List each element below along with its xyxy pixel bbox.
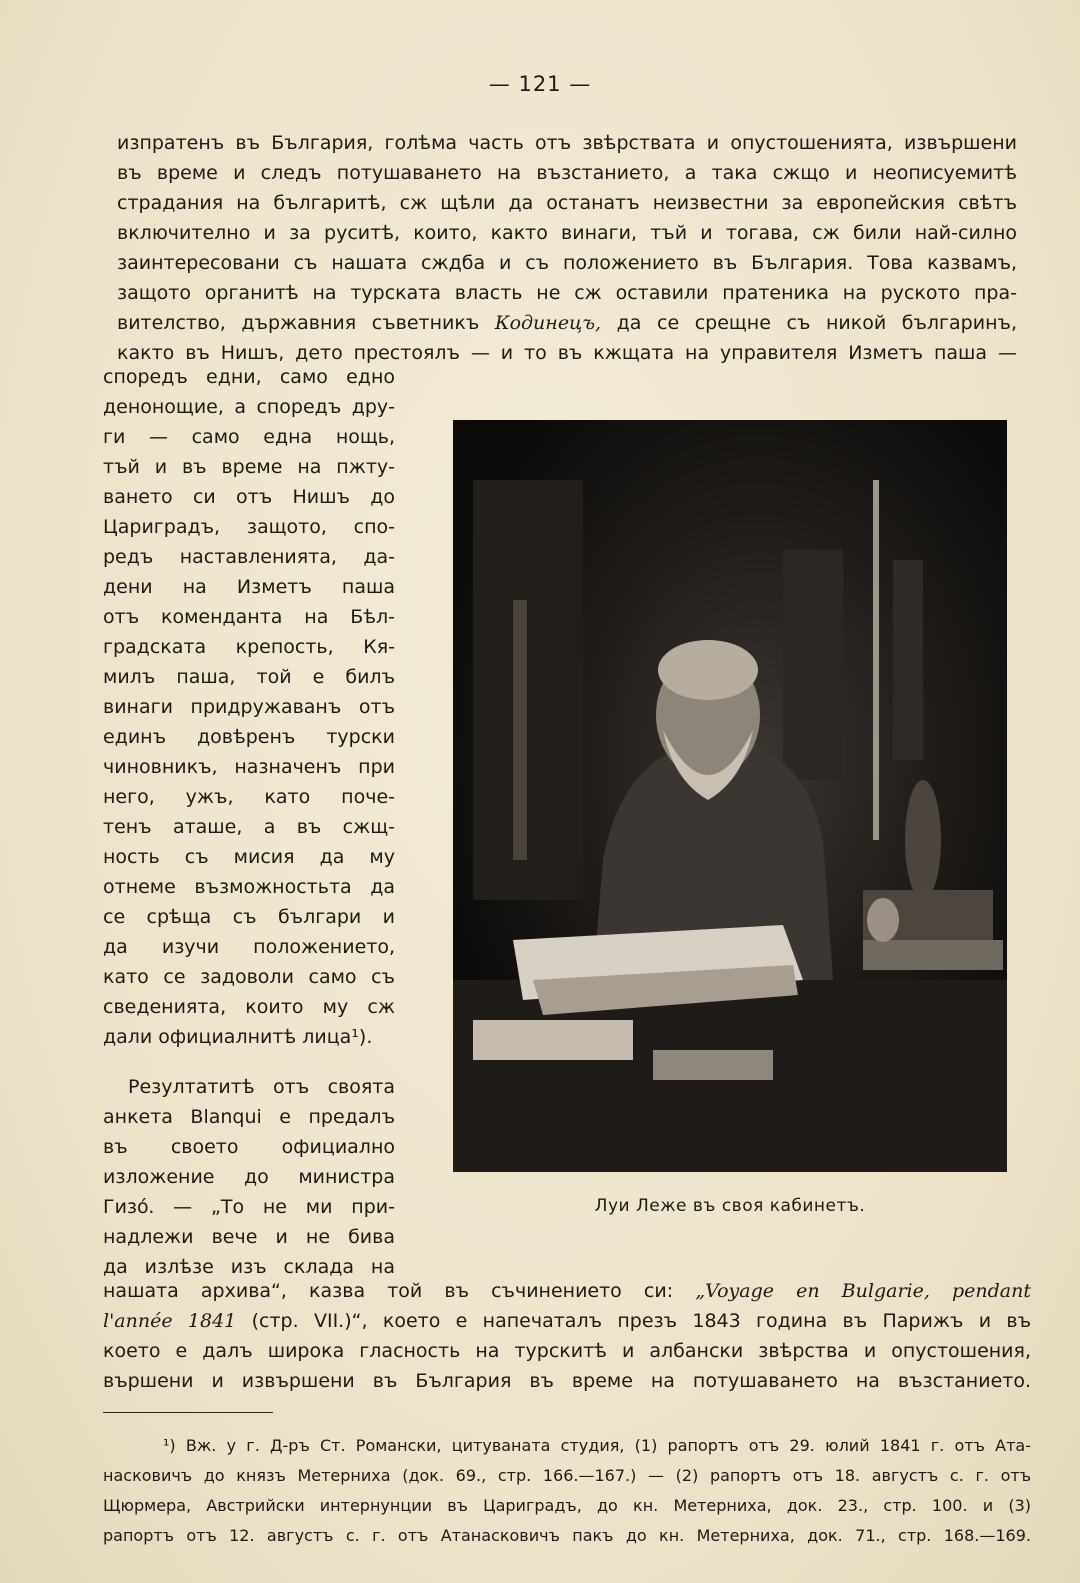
column-line: милъ паша, той е билъ xyxy=(103,666,395,688)
column-line: дени на Изметъ паша xyxy=(103,576,395,598)
column-line: отнеме възможностьта да xyxy=(103,876,395,898)
footnote-line: ¹) Вж. у г. Д-ръ Ст. Романски, цитуваната студия, (1) рапортъ отъ 29. юлий 1841 г. отъ Ата- xyxy=(163,1436,1031,1455)
column-line: винаги придружаванъ отъ xyxy=(103,696,395,718)
body-line: вършени и извършени въ България въ време на потушаването на възстанието. xyxy=(103,1370,1031,1392)
body-line: което е далъ широка гласность на турскитѣ и албански звѣрства и опустошения, xyxy=(103,1340,1031,1362)
body-line: въ време и следъ потушаването на възстанието, а така сжщо и неописуемитѣ xyxy=(117,162,1017,184)
body-line: изпратенъ въ България, голѣма часть отъ звѣрствата и опустошенията, извършени xyxy=(117,132,1017,154)
body-line: страдания на българитѣ, сж щѣли да останатъ неизвестни за европейския свѣтъ xyxy=(117,192,1017,214)
column-line: Гизó. — „То не ми при- xyxy=(103,1196,395,1218)
body-line: както въ Нишъ, дето престоялъ — и то въ кжщата на управителя Изметъ паша — xyxy=(117,342,1017,364)
body-line: включително и за руситѣ, които, както винаги, тъй и тогава, сж били най-силно xyxy=(117,222,1017,244)
column-line: като се задоволи само съ xyxy=(103,966,395,988)
column-line: единъ довѣренъ турски xyxy=(103,726,395,748)
column-line: сведенията, които му сж xyxy=(103,996,395,1018)
footnote-line: рапортъ отъ 12. августъ с. г. отъ Атанасковичъ пакъ до кн. Метерниха, док. 71., стр. 168.—169. xyxy=(103,1526,1031,1545)
column-line: тъй и въ време на пжту- xyxy=(103,456,395,478)
column-line: дали официалнитѣ лица¹). xyxy=(103,1026,373,1048)
column-line: Резултатитѣ отъ своята xyxy=(128,1076,395,1098)
person-name: Кодинецъ, xyxy=(494,312,602,334)
portrait-photo xyxy=(453,420,1007,1172)
body-line: вителство, държавния съветникъ Кодинецъ, да се срещне съ никой българинъ, xyxy=(117,312,1017,334)
body-line: нашата архива“, казва той въ съчинението си: „Voyage en Bulgarie, pendant xyxy=(103,1280,1031,1302)
footnote-line: насковичъ до князъ Метерниха (док. 69., стр. 166.—167.) — (2) рапортъ отъ 18. августъ с. г. отъ xyxy=(103,1466,1031,1485)
column-line: да изучи положението, xyxy=(103,936,395,958)
body-line: l'année 1841 (стр. VII.)“, което е напечаталъ презъ 1843 година въ Парижъ и въ xyxy=(103,1310,1031,1332)
book-title: „Voyage en Bulgarie, pendant xyxy=(695,1280,1031,1302)
column-line: редъ наставленията, да- xyxy=(103,546,395,568)
column-line: ването си отъ Нишъ до xyxy=(103,486,395,508)
column-line: споредъ едни, само едно xyxy=(103,366,395,388)
column-line: отъ коменданта на Бѣл- xyxy=(103,606,395,628)
photo-caption: Луи Леже въ своя кабинетъ. xyxy=(594,1196,866,1216)
body-line: заинтересовани съ нашата сждба и съ положението въ България. Това казвамъ, xyxy=(117,252,1017,274)
column-line: ность съ мисия да му xyxy=(103,846,395,868)
footnote-line: Щюрмера, Австрийски интернунции въ Цариградъ, до кн. Метерниха, док. 23., стр. 100. и (3) xyxy=(103,1496,1031,1515)
column-line: денонощие, а споредъ дру- xyxy=(103,396,395,418)
column-line: чиновникъ, назначенъ при xyxy=(103,756,395,778)
portrait-photo-drawing xyxy=(453,420,1007,1172)
column-line: се срѣща съ българи и xyxy=(103,906,395,928)
column-line: анкета Blanqui е предалъ xyxy=(103,1106,395,1128)
column-line: изложение до министра xyxy=(103,1166,395,1188)
book-title-cont: l'année 1841 xyxy=(103,1310,237,1332)
column-line: Цариградъ, защото, спо- xyxy=(103,516,395,538)
column-line: надлежи вече и не бива xyxy=(103,1226,395,1248)
column-line: въ своето официално xyxy=(103,1136,395,1158)
footnote-rule xyxy=(103,1412,273,1413)
column-line: тенъ аташе, а въ сжщ- xyxy=(103,816,395,838)
column-line: градската крепость, Кя- xyxy=(103,636,395,658)
column-line: ги — само една нощь, xyxy=(103,426,395,448)
column-line: да излѣзе изъ склада на xyxy=(103,1256,395,1278)
column-line: него, ужъ, като поче- xyxy=(103,786,395,808)
page-number: — 121 — xyxy=(488,72,592,96)
body-line: защото органитѣ на турската власть не сж оставили пратеника на руското пра- xyxy=(117,282,1017,304)
